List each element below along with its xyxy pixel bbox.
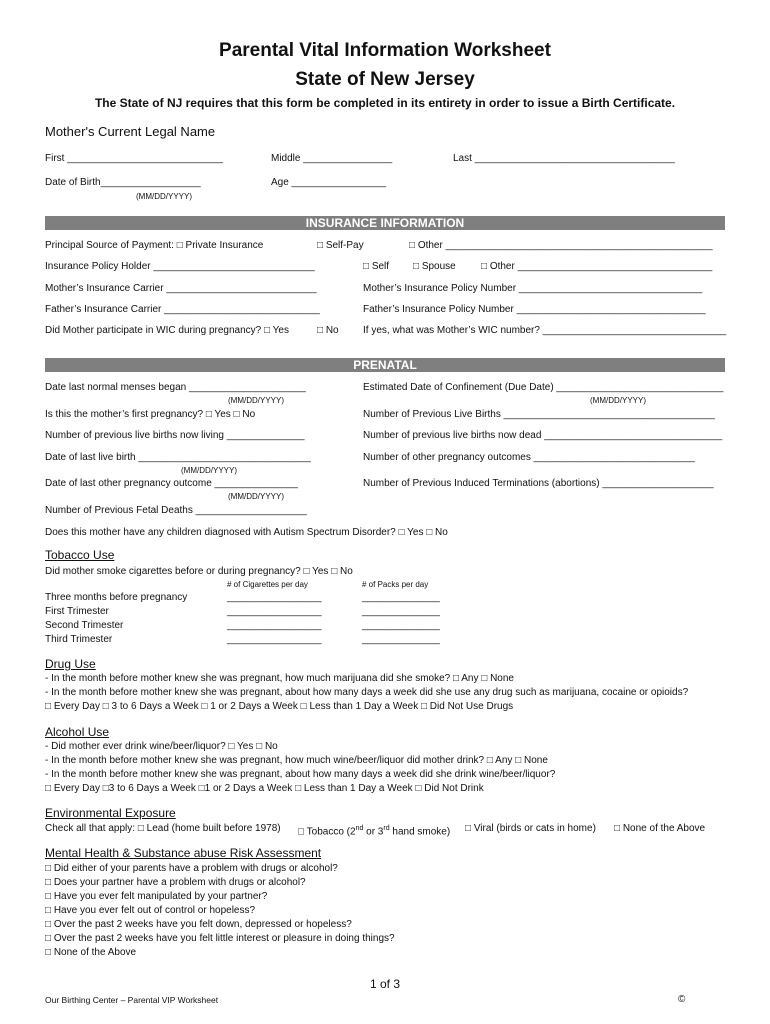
tobacco-row-label: Three months before pregnancy — [45, 592, 188, 603]
requirement-notice: The State of NJ requires that this form be completed in its entirety in order to issue a Birth Certificate. — [94, 96, 676, 110]
other-outcomes-field[interactable]: Number of other pregnancy outcomes _____________________________ — [363, 452, 695, 463]
wic-number-field[interactable]: If yes, what was Mother’s WIC number? _________________________________ — [363, 325, 727, 336]
insurance-section-title: INSURANCE INFORMATION — [305, 216, 465, 230]
drug-frequency-checkboxes[interactable]: □ Every Day □ 3 to 6 Days a Week □ 1 or 2 Days a Week □ Less than 1 Day a Week □ Did Not Use Drugs — [45, 701, 514, 712]
policy-holder-field[interactable]: Insurance Policy Holder _____________________________ — [45, 261, 315, 272]
packs-per-day-field[interactable]: ______________ — [362, 620, 440, 631]
father-carrier-field[interactable]: Father’s Insurance Carrier ____________________________ — [45, 304, 320, 315]
cigarettes-per-day-field[interactable]: _________________ — [227, 634, 322, 645]
alcohol-frequency-question: - In the month before mother knew she was pregnant, about how many days a week did she drink wine/beer/liquor? — [45, 769, 556, 780]
prev-live-births-field[interactable]: Number of Previous Live Births ______________________________________ — [363, 409, 715, 420]
autism-checkboxes[interactable]: Does this mother have any children diagnosed with Autism Spectrum Disorder? □ Yes □ No — [45, 527, 448, 538]
due-date-format-hint: (MM/DD/YYYY) — [590, 396, 646, 405]
prev-births-dead-field[interactable]: Number of previous live births now dead ________________________________ — [363, 430, 723, 441]
marijuana-amount-checkboxes[interactable]: - In the month before mother knew she was pregnant, how much marijuana did she smoke? □ Any □ None — [45, 673, 514, 684]
prev-births-living-field[interactable]: Number of previous live births now living ______________ — [45, 430, 305, 441]
cigarettes-per-day-field[interactable]: _________________ — [227, 620, 322, 631]
dob-field[interactable]: Date of Birth__________________ — [45, 177, 201, 188]
tobacco-row-label: Third Trimester — [45, 634, 113, 645]
tobacco-heading: Tobacco Use — [45, 548, 115, 562]
tobacco-smoke-label-or: or 3 — [363, 826, 384, 838]
drug-heading: Drug Use — [45, 657, 96, 671]
risk-checkbox-item[interactable]: □ Over the past 2 weeks have you felt little interest or pleasure in doing things? — [45, 933, 395, 944]
tobacco-smoke-checkbox[interactable] — [298, 823, 450, 838]
packs-per-day-field[interactable]: ______________ — [362, 606, 440, 617]
last-menses-field[interactable]: Date last normal menses began _____________________ — [45, 382, 306, 393]
last-name-field[interactable]: Last ____________________________________ — [453, 153, 675, 164]
self-pay-checkbox[interactable]: □ Self-Pay — [317, 240, 364, 251]
mother-policy-field[interactable]: Mother’s Insurance Policy Number _________________________________ — [363, 283, 703, 294]
none-exposure-checkbox[interactable]: □ None of the Above — [614, 823, 706, 834]
induced-terminations-field[interactable]: Number of Previous Induced Terminations (abortions) ____________________ — [363, 478, 714, 489]
father-policy-field[interactable]: Father’s Insurance Policy Number __________________________________ — [363, 304, 706, 315]
cigarettes-per-day-field[interactable]: _________________ — [227, 606, 322, 617]
middle-name-field[interactable]: Middle ________________ — [271, 153, 393, 164]
other-payment-field[interactable]: □ Other ________________________________________________ — [409, 240, 713, 251]
first-name-field[interactable]: First ____________________________ — [45, 153, 223, 164]
last-live-birth-field[interactable]: Date of last live birth _______________________________ — [45, 452, 311, 463]
lead-checkbox[interactable]: Check all that apply: □ Lead (home built before 1978) — [45, 823, 281, 834]
risk-checkbox-item[interactable]: □ Does your partner have a problem with drugs or alcohol? — [45, 877, 306, 888]
tobacco-smoke-label-end: hand smoke) — [389, 826, 451, 838]
risk-checkbox-item[interactable]: □ Have you ever felt out of control or hopeless? — [45, 905, 256, 916]
risk-checkbox-item[interactable]: □ Have you ever felt manipulated by your partner? — [45, 891, 268, 902]
environmental-heading: Environmental Exposure — [45, 806, 176, 820]
superscript-nd: nd — [355, 825, 364, 832]
age-field[interactable]: Age _________________ — [271, 177, 387, 188]
prenatal-section-band — [45, 358, 725, 372]
superscript-rd: rd — [383, 825, 390, 832]
insurance-section-band — [45, 216, 725, 230]
prenatal-section-title: PRENATAL — [353, 358, 417, 372]
tobacco-row-label: Second Trimester — [45, 620, 124, 631]
first-pregnancy-checkboxes[interactable]: Is this the mother’s first pregnancy? □ Yes □ No — [45, 409, 256, 420]
copyright-symbol: © — [678, 994, 686, 1005]
risk-checkbox-item[interactable]: □ Over the past 2 weeks have you felt down, depressed or hopeless? — [45, 919, 352, 930]
viral-checkbox[interactable]: □ Viral (birds or cats in home) — [465, 823, 596, 834]
holder-spouse-checkbox[interactable]: □ Spouse — [413, 261, 456, 272]
packs-per-day-field[interactable]: ______________ — [362, 634, 440, 645]
alcohol-heading: Alcohol Use — [45, 725, 110, 739]
private-insurance-checkbox[interactable]: Principal Source of Payment: □ Private Insurance — [45, 240, 264, 251]
form-subtitle: State of New Jersey — [295, 69, 475, 90]
tobacco-row-label: First Trimester — [45, 606, 109, 617]
cigarettes-column-header: # of Cigarettes per day — [227, 580, 308, 589]
alcohol-amount-checkboxes[interactable]: - In the month before mother knew she was pregnant, how much wine/beer/liquor did mother drink? □ Any □ None — [45, 755, 548, 766]
footer-label: Our Birthing Center – Parental VIP Worksheet — [45, 995, 219, 1005]
mother-name-heading: Mother's Current Legal Name — [45, 124, 216, 139]
last-other-outcome-format-hint: (MM/DD/YYYY) — [228, 492, 284, 501]
wic-no-checkbox[interactable]: □ No — [317, 325, 339, 336]
last-other-outcome-field[interactable]: Date of last other pregnancy outcome _______________ — [45, 478, 298, 489]
last-menses-format-hint: (MM/DD/YYYY) — [228, 396, 284, 405]
smoking-checkboxes[interactable]: Did mother smoke cigarettes before or during pregnancy? □ Yes □ No — [45, 566, 353, 577]
risk-checkbox-item[interactable]: □ None of the Above — [45, 947, 137, 958]
page-number: 1 of 3 — [369, 977, 401, 991]
due-date-field[interactable]: Estimated Date of Confinement (Due Date) ______________________________ — [363, 382, 724, 393]
packs-per-day-field[interactable]: ______________ — [362, 592, 440, 603]
drug-frequency-question: - In the month before mother knew she was pregnant, about how many days a week did she use any drug such as marijuana, cocaine or opioids? — [45, 687, 689, 698]
holder-other-field[interactable]: □ Other ___________________________________ — [481, 261, 713, 272]
holder-self-checkbox[interactable]: □ Self — [363, 261, 390, 272]
wic-yes-checkbox[interactable]: Did Mother participate in WIC during pregnancy? □ Yes — [45, 325, 289, 336]
form-title: Parental Vital Information Worksheet — [219, 40, 551, 61]
mother-carrier-field[interactable]: Mother’s Insurance Carrier ___________________________ — [45, 283, 317, 294]
mental-health-heading: Mental Health & Substance abuse Risk Assessment — [45, 846, 322, 860]
last-live-birth-format-hint: (MM/DD/YYYY) — [181, 466, 237, 475]
risk-checkbox-item[interactable]: □ Did either of your parents have a problem with drugs or alcohol? — [45, 863, 338, 874]
alcohol-frequency-checkboxes[interactable]: □ Every Day □3 to 6 Days a Week □1 or 2 Days a Week □ Less than 1 Day a Week □ Did Not Drink — [45, 783, 484, 794]
fetal-deaths-field[interactable]: Number of Previous Fetal Deaths ____________________ — [45, 505, 307, 516]
dob-format-hint: (MM/DD/YYYY) — [136, 192, 192, 201]
packs-column-header: # of Packs per day — [362, 580, 429, 589]
alcohol-ever-checkboxes[interactable]: - Did mother ever drink wine/beer/liquor? □ Yes □ No — [45, 741, 278, 752]
tobacco-smoke-label: □ Tobacco (2 — [298, 826, 356, 838]
cigarettes-per-day-field[interactable]: _________________ — [227, 592, 322, 603]
